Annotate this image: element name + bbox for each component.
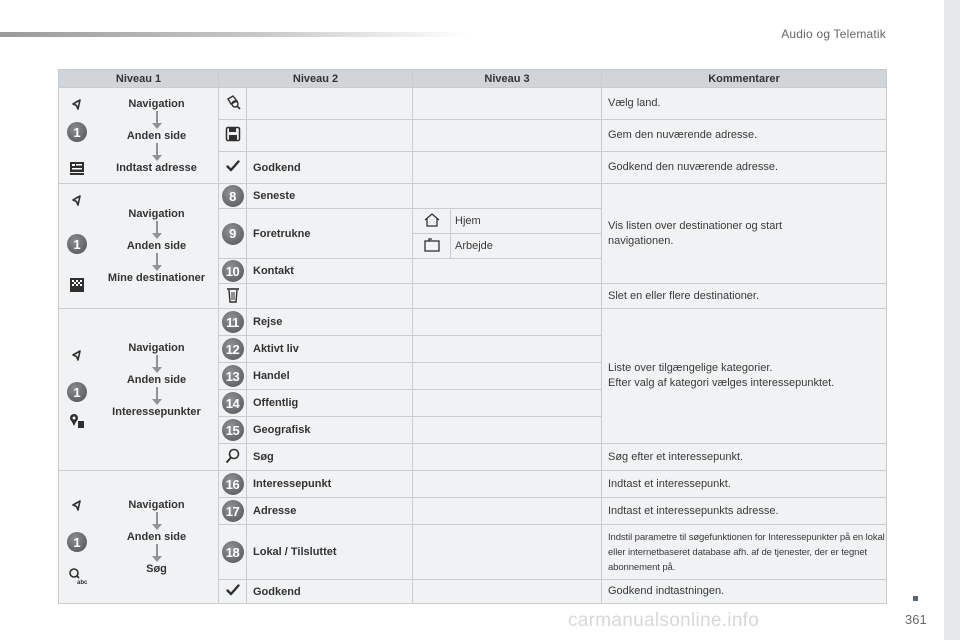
level2-label-interessepunkt: Interessepunkt [247, 471, 413, 498]
comment-soeg-interessepunkt: Søg efter et interessepunkt. [602, 444, 887, 471]
search-icon [224, 447, 242, 465]
checkmark-icon [226, 159, 240, 173]
level2-label-aktivt-liv: Aktivt liv [247, 336, 413, 363]
step-badge: 17 [222, 500, 244, 522]
comment-godkend-indtastning: Godkend indtastningen. [602, 580, 887, 604]
comment-vaelg-land: Vælg land. [602, 88, 887, 120]
comment-line: Liste over tilgængelige kategorier. [608, 362, 773, 374]
header-accent-bar [0, 32, 470, 37]
step-badge: 1 [67, 122, 87, 142]
menu-structure-table [58, 69, 887, 604]
step-badge: 1 [67, 532, 87, 552]
column-header-niveau-3: Niveau 3 [413, 70, 602, 88]
step-navigation: Navigation [128, 341, 185, 354]
step-badge: 1 [67, 234, 87, 254]
watermark-text: carmanualsonline.info [568, 610, 760, 631]
step-badge: 12 [222, 338, 244, 360]
navigation-arrow-icon [68, 192, 86, 210]
flow-arrow [152, 543, 162, 563]
checkmark-icon [226, 583, 240, 597]
step-anden-side: Anden side [126, 531, 187, 543]
table-row [59, 309, 887, 336]
briefcase-icon [423, 237, 441, 253]
level3-empty [413, 152, 602, 184]
page-edge-strip [944, 0, 960, 640]
table-row [59, 184, 887, 209]
level3-empty [413, 390, 602, 417]
level3-label-arbejde: Arbejde [451, 234, 602, 259]
home-icon [423, 212, 441, 228]
level2-label-offentlig: Offentlig [247, 390, 413, 417]
level3-empty [413, 417, 602, 444]
step-anden-side: Anden side [126, 129, 187, 142]
flow-arrow [152, 110, 162, 130]
step-badge: 18 [222, 541, 244, 563]
page-header-title: Audio og Telematik [781, 27, 886, 41]
destination-flag-icon [68, 276, 86, 294]
step-badge: 11 [222, 311, 244, 333]
flow-arrow [152, 220, 162, 240]
address-entry-icon [68, 159, 86, 177]
comment-slet-destinationer: Slet en eller flere destinationer. [602, 284, 887, 309]
navigation-arrow-icon [68, 497, 86, 515]
page-number: 361 [905, 612, 927, 627]
step-navigation: Navigation [128, 208, 185, 220]
level1-cell-soeg [59, 471, 219, 604]
flow-arrow [152, 386, 162, 406]
step-badge: 10 [222, 260, 244, 282]
step-mine-destinationer: Mine destinationer [107, 272, 206, 284]
level1-cell-indtast-adresse [59, 88, 219, 184]
comment-vis-destinationer: Vis listen over destinationer og start navigationen. [602, 184, 887, 284]
step-badge: 15 [222, 419, 244, 441]
level3-empty [413, 259, 602, 284]
table-header-row [59, 70, 887, 88]
level3-empty [413, 471, 602, 498]
level2-label-foretrukne: Foretrukne [247, 209, 413, 259]
level2-label-adresse: Adresse [247, 498, 413, 525]
level3-empty [413, 184, 602, 209]
level3-label-hjem: Hjem [451, 209, 602, 234]
level2-label-soeg: Søg [247, 444, 413, 471]
level2-label [247, 120, 413, 152]
level3-empty [413, 580, 602, 604]
level2-label-kontakt: Kontakt [247, 259, 413, 284]
flow-arrow [152, 511, 162, 531]
step-anden-side: Anden side [126, 240, 187, 252]
navigation-arrow-icon [68, 96, 86, 114]
step-interessepunkter: Interessepunkter [112, 405, 201, 418]
step-badge: 1 [67, 382, 87, 402]
level3-empty [413, 336, 602, 363]
comment-line: Efter valg af kategori vælges interessepunktet. [608, 377, 835, 389]
level2-label-godkend: Godkend [247, 152, 413, 184]
step-badge: 13 [222, 365, 244, 387]
search-abc-icon [68, 567, 86, 585]
level2-label-handel: Handel [247, 363, 413, 390]
level3-empty [413, 120, 602, 152]
level3-empty [413, 284, 602, 309]
comment-gem-adresse: Gem den nuværende adresse. [602, 120, 887, 152]
table-row [59, 88, 887, 120]
step-indtast-adresse: Indtast adresse [116, 161, 197, 174]
step-badge: 16 [222, 473, 244, 495]
level3-empty [413, 444, 602, 471]
points-of-interest-icon [68, 412, 86, 430]
step-navigation: Navigation [128, 97, 185, 110]
country-search-icon [224, 93, 242, 111]
level1-cell-mine-destinationer [59, 184, 219, 309]
comment-godkend-adresse: Godkend den nuværende adresse. [602, 152, 887, 184]
comment-indtast-interessepunkt: Indtast et interessepunkt. [602, 471, 887, 498]
level2-label-seneste: Seneste [247, 184, 413, 209]
step-badge: 9 [222, 223, 244, 245]
navigation-arrow-icon [68, 347, 86, 365]
level3-empty [413, 309, 602, 336]
level1-cell-interessepunkter [59, 309, 219, 471]
step-soeg: Søg [146, 563, 167, 575]
level3-empty [413, 88, 602, 120]
flow-arrow [152, 354, 162, 374]
level2-label-geografisk: Geografisk [247, 417, 413, 444]
level2-label [247, 88, 413, 120]
comment-kategorier [602, 309, 887, 444]
level3-empty [413, 525, 602, 580]
table-row [59, 471, 887, 498]
level2-label-godkend: Godkend [247, 580, 413, 604]
flow-arrow [152, 252, 162, 272]
level2-label-lokal-tilsluttet: Lokal / Tilsluttet [247, 525, 413, 580]
column-header-kommentarer: Kommentarer [602, 70, 887, 88]
comment-indstil-parametre: Indstil parametre til søgefunktionen for Interessepunkter på en lokal eller internetbaseret database afh. af de tjenester, der er tegnet abonnement på. [602, 525, 887, 580]
step-navigation: Navigation [128, 499, 185, 511]
level3-empty [413, 498, 602, 525]
svg-text:abc: abc [77, 580, 88, 586]
column-header-niveau-2: Niveau 2 [219, 70, 413, 88]
step-badge: 14 [222, 392, 244, 414]
column-header-niveau-1: Niveau 1 [59, 70, 219, 88]
step-badge: 8 [222, 185, 244, 207]
flow-arrow [152, 142, 162, 162]
level2-label-rejse: Rejse [247, 309, 413, 336]
save-icon [224, 125, 242, 143]
trash-icon [225, 286, 241, 304]
comment-indtast-adresse: Indtast et interessepunkts adresse. [602, 498, 887, 525]
level3-empty [413, 363, 602, 390]
step-anden-side: Anden side [126, 373, 187, 386]
page-marker [913, 596, 918, 601]
